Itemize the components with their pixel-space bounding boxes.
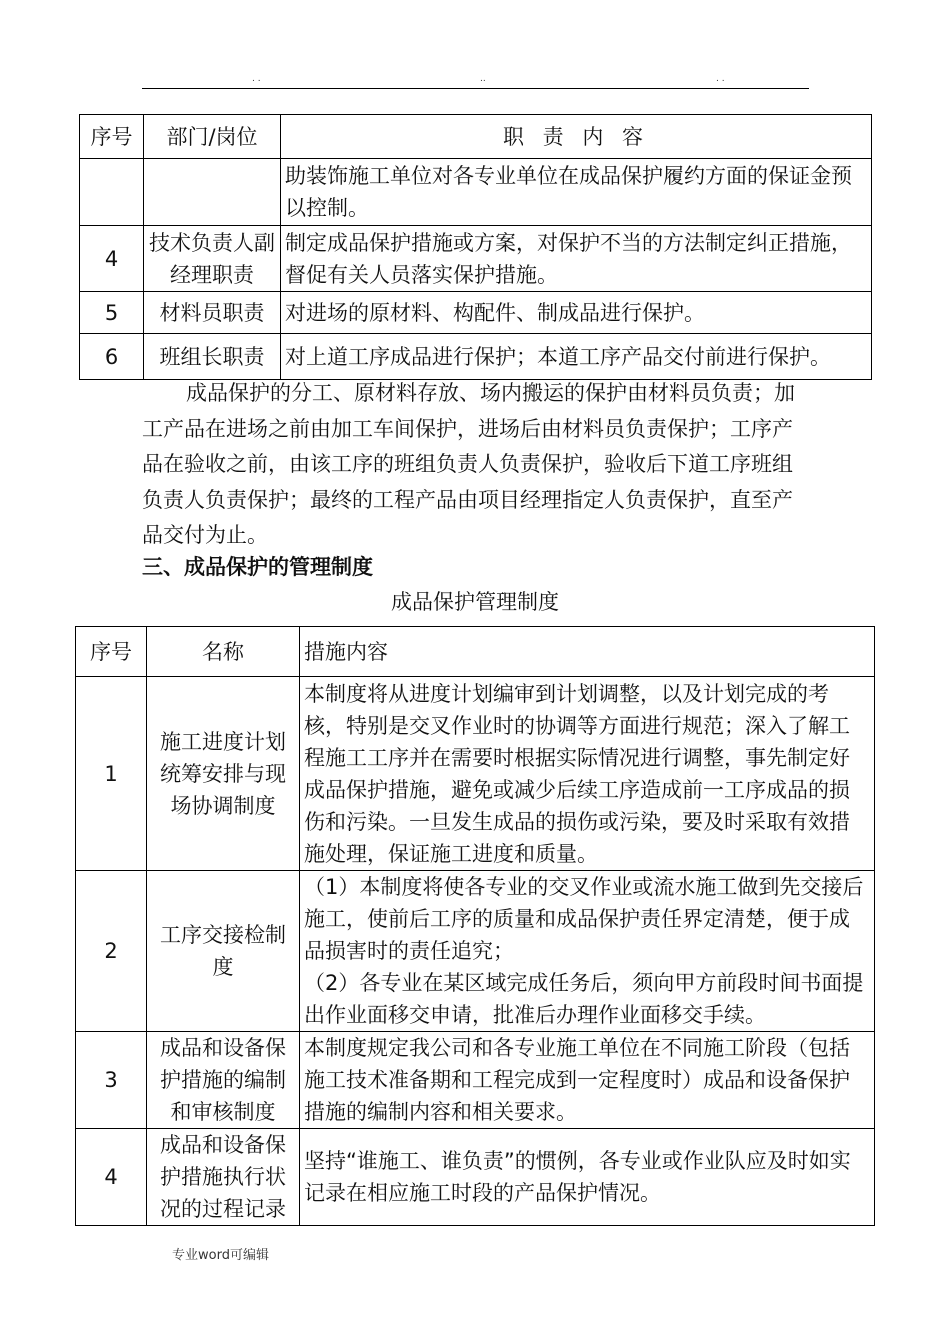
table-caption: 成品保护管理制度 [391,590,559,614]
header-rule [142,88,809,89]
content-paragraph: 本制度规定我公司和各专业施工单位在不同施工阶段（包括施工技术准备期和工程完成到一定程度时）成品和设备保护措施的编制内容和相关要求。 [304,1036,850,1124]
header-dot: . . [716,74,725,84]
table-row [76,871,875,1032]
page-footer: 专业word可编辑 [172,1248,269,1263]
table-row [80,334,872,380]
cell-duty: 对进场的原材料、构配件、制成品进行保护。 [281,292,872,334]
content-paragraph: 本制度将从进度计划编审到计划调整，以及计划完成的考核，特别是交叉作业时的协调等方面进行规范；深入了解工程施工工序并在需要时根据实际情况进行调整，事先制定好成品保护措施，避免或减少后续工序造成前一工序成品的损伤和污染。一旦发生成品的损伤或污染，要及时采取有效措施处理，保证施工进度和质量。 [304,681,850,866]
table-row [80,226,872,292]
content-paragraph: （1）本制度将使各专业的交叉作业或流水施工做到先交接后施工，使前后工序的质量和成品保护责任界定清楚，便于成品损害时的责任追究； [304,875,864,963]
section-heading: 三、成品保护的管理制度 [142,555,373,579]
table-row [76,1129,875,1226]
table-header-row [76,627,875,677]
cell-no: 1 [76,677,147,871]
responsibility-table [79,114,872,380]
column-header-dept: 部门/岗位 [144,115,281,159]
cell-dept: 班组长职责 [144,334,281,380]
management-system-table [75,626,875,1226]
cell-no: 4 [80,226,144,292]
header-dot: .. [480,74,486,84]
column-header-content: 措施内容 [300,627,875,677]
cell-no: 5 [80,292,144,334]
cell-no: 3 [76,1032,147,1129]
cell-dept: 技术负责人副经理职责 [144,226,281,292]
paragraph-text: 成品保护的分工、原材料存放、场内搬运的保护由材料员负责；加工产品在进场之前由加工车间保护，进场后由材料员负责保护；工序产品在验收之前，由该工序的班组负责人负责保护，验收后下道工序班组负责人负责保护；最终的工程产品由项目经理指定人负责保护，直至产品交付为止。 [142,381,795,547]
table-row [76,1032,875,1129]
cell-name: 成品和设备保护措施执行状况的过程记录 [147,1129,300,1226]
body-paragraph [142,376,802,554]
cell-content [300,1129,875,1226]
table-row [80,292,872,334]
content-paragraph: 坚持“谁施工、谁负责”的惯例，各专业或作业队应及时如实记录在相应施工时段的产品保护情况。 [304,1149,851,1205]
table-header-row [80,115,872,159]
table-row [76,677,875,871]
cell-content [300,1032,875,1129]
cell-no: 6 [80,334,144,380]
cell-duty: 制定成品保护措施或方案，对保护不当的方法制定纠正措施，督促有关人员落实保护措施。 [281,226,872,292]
column-header-name: 名称 [147,627,300,677]
cell-dept: 材料员职责 [144,292,281,334]
cell-no [80,159,144,226]
cell-no: 2 [76,871,147,1032]
cell-duty: 助装饰施工单位对各专业单位在成品保护履约方面的保证金预以控制。 [281,159,872,226]
header-dot: . . [252,74,261,84]
column-header-no: 序号 [76,627,147,677]
cell-name: 工序交接检制度 [147,871,300,1032]
cell-duty: 对上道工序成品进行保护；本道工序产品交付前进行保护。 [281,334,872,380]
cell-no: 4 [76,1129,147,1226]
table-row [80,159,872,226]
cell-name: 施工进度计划统筹安排与现场协调制度 [147,677,300,871]
content-paragraph: （2）各专业在某区域完成任务后，须向甲方前段时间书面提出作业面移交申请，批准后办理作业面移交手续。 [304,971,864,1027]
column-header-no: 序号 [80,115,144,159]
cell-name: 成品和设备保护措施的编制和审核制度 [147,1032,300,1129]
cell-content [300,677,875,871]
column-header-duty: 职 责 内 容 [281,115,872,159]
cell-content [300,871,875,1032]
cell-dept [144,159,281,226]
